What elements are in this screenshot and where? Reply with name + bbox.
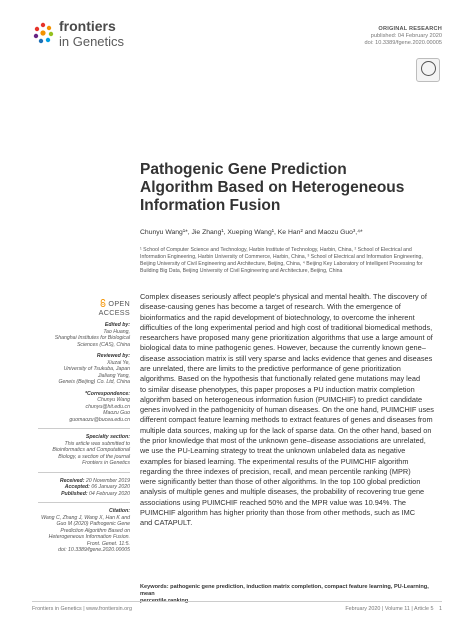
- abstract-line: examples for biased learning. The experimental results of the PUIMCHIF algorithm: [140, 456, 409, 466]
- abstract-line: Complex diseases seriously affect people's physical and mental health. The discovery of: [140, 292, 427, 301]
- keywords-label: Keywords:: [140, 584, 169, 590]
- abstract-line: bioinformatics and the rapid development of biotechnology, to overcome the inherent: [140, 312, 415, 322]
- author-list: Chunyu Wang¹*, Jie Zhang¹, Xueping Wang¹, Ke Han² and Maozu Guo³,⁴*: [140, 229, 363, 236]
- abstract-line: the prior knowledge that most of the unknown gene–disease associations are unrelated,: [140, 435, 426, 445]
- published-date-sidebar: [20, 491, 130, 498]
- footer-divider: [32, 601, 442, 602]
- article-title: [140, 161, 440, 215]
- accepted-label: Accepted:: [64, 484, 90, 490]
- reviewer-line: University of Tsukuba, Japan: [63, 366, 130, 372]
- citation-label: Citation:: [108, 508, 130, 514]
- specialty-line: Biology, a section of the journal: [58, 453, 130, 460]
- open-lock-icon: [100, 299, 106, 307]
- footer-volume: Volume 11: [384, 606, 410, 612]
- sidebar-divider: [38, 472, 130, 473]
- affiliation-line: ¹ School of Computer Science and Technology, Harbin Institute of Technology, Harbin, China, ² School of Electrical and: [140, 247, 412, 253]
- title-line: Algorithm Based on Heterogeneous: [140, 179, 405, 196]
- citation-doi[interactable]: doi: 10.3389/fgene.2020.00005: [58, 547, 130, 553]
- abstract-line: to similar disease phenotypes, this paper proposes a PU induction matrix completion: [140, 384, 415, 394]
- correspondence-email[interactable]: guomaozu@bucea.edu.cn: [69, 416, 130, 423]
- abstract-line: analysis of multiple genes and multiple diseases, the probability of recovering true gene: [140, 487, 425, 497]
- editor-line: Shanghai Institutes for Biological: [54, 335, 130, 341]
- affiliation-line: Building Big Data, Beijing University of Civil Engineering and Architecture, Beijing, China: [140, 267, 343, 274]
- published-date: published: 04 February 2020: [370, 33, 442, 40]
- check-for-updates-icon[interactable]: [416, 58, 440, 82]
- doi-link[interactable]: doi: 10.3389/fgene.2020.00005: [364, 40, 442, 47]
- abstract-line: are unrelated, there are limits to the predictive performance of gene prioritization: [140, 363, 401, 373]
- journal-logo: [32, 18, 162, 54]
- correspondence-line: Maozu Guo: [103, 410, 130, 416]
- abstract-line: we use the PU-Learning strategy to treat the unknown unlabeled data as negative: [140, 446, 406, 456]
- editor-line: Sciences (CAS), China: [76, 341, 130, 348]
- article-info-sidebar: [20, 317, 130, 554]
- footer-article: Article 5: [414, 606, 434, 612]
- page-number: 1: [439, 606, 442, 612]
- abstract-line: regarding the three indexes of precision, recall, and mean percentile ranking (MPR): [140, 466, 411, 476]
- accepted-value: 06 January 2020: [91, 484, 130, 490]
- abstract-line: algorithm based on heterogeneous information fusion (PUIMCHIF) to predict candidate: [140, 394, 423, 404]
- open-access-badge: [68, 299, 130, 317]
- specialty-section-label: Specialty section:: [85, 434, 130, 440]
- affiliation-line: Beijing University of Civil Engineering and Architecture, Beijing, China, ⁴ Beijing Key Laboratory of Intelligent Processing for: [140, 260, 423, 267]
- received-label: Received:: [59, 477, 85, 484]
- keywords-line: percentile ranking: [140, 598, 189, 604]
- reviewer-line: Geneis (Beijing) Co. Ltd, China: [58, 379, 130, 385]
- frontiers-logo-icon: [32, 22, 54, 44]
- abstract-line: were significantly better than those of other algorithms. In the top 100 global prediction: [140, 477, 421, 487]
- reviewer-line: Jialiang Yang,: [97, 372, 130, 379]
- citation-line: Prediction Algorithm Based on: [60, 527, 130, 534]
- citation-line: Heterogeneous Information Fusion.: [48, 534, 130, 540]
- specialty-line: Frontiers in Genetics: [82, 460, 130, 466]
- abstract-line: biological data to mine pathogenic genes. However, because the currently known gene–: [140, 343, 426, 353]
- abstract: [140, 292, 444, 528]
- abstract-line: multiple data sources, making up for the lack of sparse data. On the other hand, based on: [140, 425, 432, 435]
- correspondence-line: Chunyu Wang: [97, 397, 130, 403]
- abstract-line: associations using PUIMCHIF reached 50% and the MPR value was 10.94%. The: [140, 497, 407, 507]
- abstract-line: PUIMCHIF algorithm has higher priority than those from other methods, such as IMC: [140, 507, 416, 517]
- logo-brand: frontiers: [59, 18, 116, 34]
- affiliations: [140, 247, 450, 275]
- editor-line: Tao Huang,: [103, 328, 130, 335]
- correspondence-email[interactable]: chunyu@hit.edu.cn: [85, 403, 130, 410]
- open-access-label: OPEN ACCESS: [98, 299, 130, 317]
- abstract-line: genes involved in the pathogenicity of human diseases. On the one hand, PUIMCHIF uses: [140, 405, 434, 415]
- article-meta: [365, 26, 442, 48]
- article-type: ORIGINAL RESEARCH: [378, 26, 442, 32]
- abstract-line: disease-causing genes has become a target of research. With the emergence of: [140, 302, 401, 312]
- affiliation-line: Information Engineering, Harbin University of Commerce, Harbin, China, ³ School of Electrical and Information Engineering,: [140, 253, 423, 260]
- title-line: Pathogenic Gene Prediction: [140, 161, 347, 178]
- citation-line: Front. Genet. 11:5.: [86, 540, 130, 547]
- edited-by-label: Edited by:: [104, 322, 130, 328]
- abstract-line: and CATAPULT.: [140, 518, 193, 528]
- specialty-line: Bioinformatics and Computational: [52, 447, 130, 453]
- footer-issue-info: February 2020 | Volume 11 | Article 5 1: [345, 606, 442, 612]
- sidebar-divider: [38, 428, 130, 429]
- keywords-line: pathogenic gene prediction, induction matrix completion, compact feature learning, PU-Learning, mean: [140, 584, 429, 597]
- abstract-line: researchers have proposed many gene prioritization algorithms that use a large amount of: [140, 333, 433, 343]
- correspondence-label: *Correspondence:: [85, 390, 130, 397]
- reviewed-by-label: Reviewed by:: [96, 353, 130, 359]
- abstract-line: algorithms. Based on the hypothesis that functionally related gene mutations may lead: [140, 374, 421, 384]
- citation-line: Wang C, Zhang J, Wang X, Han K and: [41, 514, 130, 521]
- footer-journal[interactable]: Frontiers in Genetics | www.frontiersin.org: [32, 606, 132, 612]
- citation-line: Guo M (2020) Pathogenic Gene: [56, 521, 130, 527]
- published-value: 04 February 2020: [89, 490, 130, 497]
- title-line: Information Fusion: [140, 197, 281, 214]
- abstract-line: difficulties of the long experimental period and high cost of traditional biomedical methods,: [140, 322, 433, 332]
- footer-date: February 2020: [345, 606, 381, 612]
- logo-journal: in Genetics: [59, 34, 125, 49]
- specialty-line: This article was submitted to: [64, 440, 130, 447]
- reviewer-line: Xiuzai Ye,: [107, 359, 130, 366]
- received-value: 20 November 2019: [85, 477, 130, 484]
- abstract-line: different compact feature learning methods to extract features of genes and diseases from: [140, 415, 433, 425]
- abstract-line: disease association matrix is still very sparse and lacks evidence that genes and diseases: [140, 353, 433, 363]
- published-label: Published:: [61, 490, 88, 497]
- sidebar-divider: [38, 502, 130, 503]
